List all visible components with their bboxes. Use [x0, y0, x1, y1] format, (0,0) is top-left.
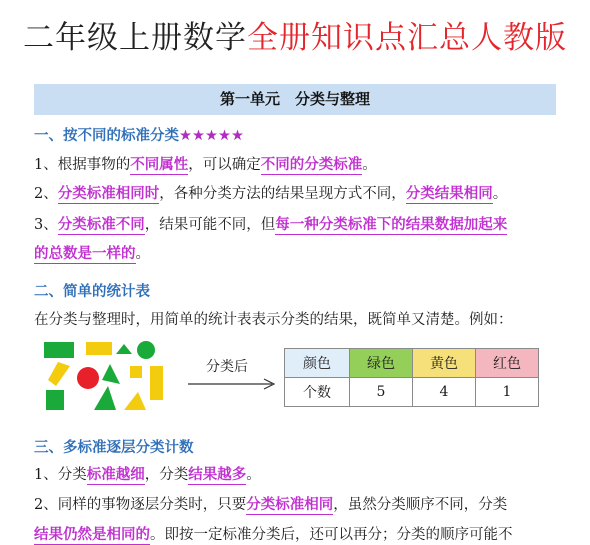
section2-text: 在分类与整理时，用简单的统计表表示分类的结果，既简单又清楚。例如： — [34, 312, 513, 328]
table-header-row — [285, 349, 539, 378]
s3i2-mid: ，虽然分类顺序不同，分类 — [333, 497, 508, 513]
section3-heading: 三、多标准逐层分类计数 — [34, 440, 194, 456]
yellow-square — [130, 366, 142, 378]
green-square — [46, 390, 64, 410]
table-cell: 1 — [476, 378, 539, 407]
s1i3-highlight1: 分类标准不同 — [57, 216, 145, 233]
title-black-part: 二年级上册数学 — [23, 20, 247, 56]
s3i1-highlight1: 标准越细 — [86, 466, 145, 483]
s3i1-mid: ，分类 — [144, 467, 189, 483]
s1i2-highlight2: 分类结果相同 — [405, 185, 493, 202]
s1i1-mid: ，可以确定 — [188, 157, 261, 173]
page-title — [0, 18, 590, 58]
arrow-right-icon — [188, 378, 276, 390]
s1i1-highlight2: 不同的分类标准 — [260, 156, 363, 173]
green-triangle-small — [116, 344, 132, 354]
table-row — [285, 378, 539, 407]
section1-item1 — [34, 155, 377, 175]
yellow-tall-rectangle — [150, 366, 163, 400]
s1i1-highlight1: 不同属性 — [130, 156, 189, 173]
section2-heading: 二、简单的统计表 — [34, 284, 150, 300]
colored-shapes-illustration — [42, 340, 172, 414]
section1-item2 — [34, 184, 507, 204]
green-rectangle — [44, 342, 74, 358]
title-red-part: 全册知识点汇总人教版 — [247, 20, 567, 56]
table-header-cell: 红色 — [476, 349, 539, 378]
rating-stars: ★★★★★ — [179, 128, 244, 144]
s3i2-highlight2: 结果仍然是相同的 — [34, 526, 150, 543]
arrow-label: 分类后 — [206, 359, 248, 375]
table-header-cell: 绿色 — [350, 349, 413, 378]
green-circle — [137, 341, 155, 359]
s3i2-highlight1: 分类标准相同 — [246, 496, 334, 513]
yellow-rectangle — [86, 342, 112, 355]
green-triangle-mid — [102, 364, 120, 384]
s1i3-prefix: 3、 — [34, 217, 58, 233]
table-header-cell: 黄色 — [413, 349, 476, 378]
s1i2-prefix: 2、 — [34, 186, 58, 202]
s1i1-suffix: 。 — [362, 157, 377, 173]
table-header-cell: 颜色 — [285, 349, 350, 378]
section3-item2-cont — [34, 525, 513, 545]
green-triangle-large — [94, 386, 116, 410]
section1-item3 — [34, 215, 507, 235]
s1i1-prefix: 1、根据事物的 — [34, 157, 131, 173]
table-cell: 5 — [350, 378, 413, 407]
section1-heading — [34, 124, 244, 145]
table-cell: 4 — [413, 378, 476, 407]
section1-item3-cont — [34, 244, 150, 264]
s1i3-mid: ，结果可能不同，但 — [144, 217, 276, 233]
yellow-parallelogram — [48, 362, 70, 386]
s3i1-highlight2: 结果越多 — [188, 466, 247, 483]
s1i2-mid: ，各种分类方法的结果呈现方式不同， — [159, 186, 406, 202]
table-row-label: 个数 — [285, 378, 350, 407]
unit-heading-bar: 第一单元 分类与整理 — [34, 84, 556, 115]
s3i2-prefix: 2、同样的事物逐层分类时，只要 — [34, 497, 247, 513]
red-circle — [77, 367, 99, 389]
section1-heading-text: 一、按不同的标准分类 — [34, 128, 179, 144]
s1i3-highlight3: 的总数是一样的 — [34, 245, 136, 262]
classify-arrow — [188, 356, 276, 396]
s1i3-suffix: 。 — [135, 246, 150, 262]
s3i1-suffix: 。 — [246, 467, 261, 483]
statistics-table — [284, 348, 539, 407]
section3-item1 — [34, 465, 261, 485]
s1i2-suffix: 。 — [492, 186, 508, 202]
section3-item2 — [34, 495, 507, 515]
yellow-triangle — [124, 392, 146, 410]
s3i1-prefix: 1、分类 — [34, 467, 87, 483]
s1i2-highlight1: 分类标准相同时 — [57, 185, 160, 202]
s1i3-highlight2: 每一种分类标准下的结果数据加起来 — [275, 216, 508, 233]
s3i2-rest: 。即按一定标准分类后，还可以再分；分类的顺序可能不 — [150, 527, 513, 543]
